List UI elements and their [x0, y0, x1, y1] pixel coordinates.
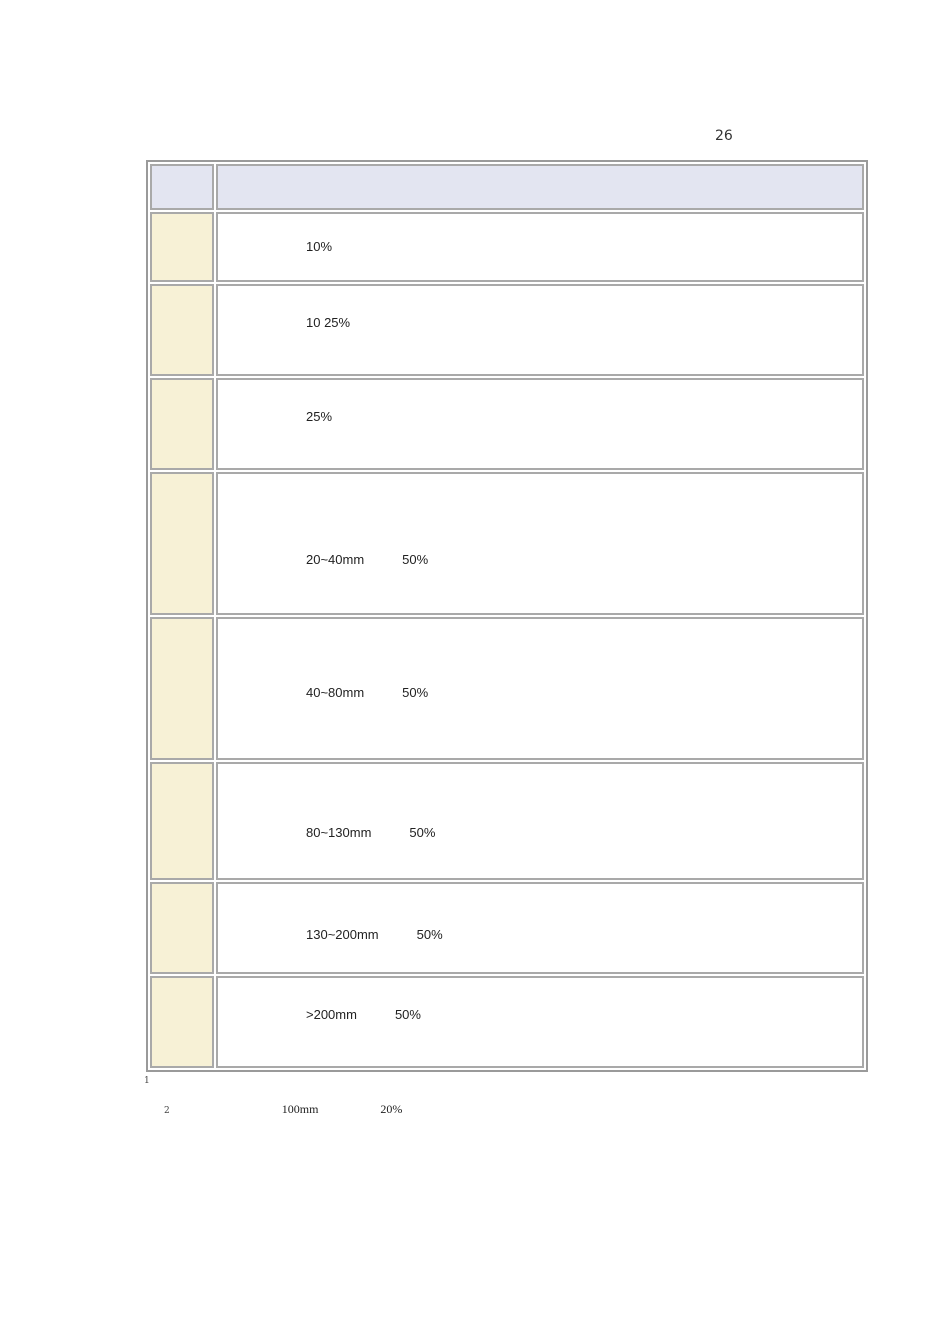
line-spacer	[226, 914, 854, 928]
note-1	[130, 1076, 152, 1086]
classification-table	[146, 160, 868, 1072]
measure-value: 80~130mm	[306, 824, 372, 840]
measure-value: 50%	[409, 824, 436, 840]
line-spacer	[226, 700, 854, 714]
header-description	[216, 164, 864, 210]
measure-value: 50%	[394, 1007, 421, 1022]
line-spacer	[226, 521, 854, 530]
table-number	[705, 128, 733, 144]
measure-value: 130~200mm	[306, 927, 379, 942]
description-line	[226, 928, 854, 942]
measure-value: 20~40mm	[306, 551, 365, 567]
line-spacer	[226, 812, 854, 826]
table-row	[150, 882, 864, 974]
note-2-num-1: 100mm	[281, 1102, 319, 1116]
line-spacer	[226, 530, 854, 539]
row-code	[150, 976, 214, 1068]
line-spacer	[226, 424, 854, 438]
description-line	[226, 410, 854, 424]
line-spacer	[226, 330, 854, 344]
row-code	[150, 472, 214, 615]
row-code	[150, 378, 214, 470]
row-description	[216, 378, 864, 470]
measure-value: 50%	[416, 927, 443, 942]
description-line	[226, 826, 854, 840]
table-row	[150, 378, 864, 470]
note-2-text-a: 2	[164, 1106, 172, 1116]
measure-value: 10 25%	[306, 315, 351, 330]
measure-value: 50%	[402, 685, 429, 700]
table-number-value: 26	[715, 128, 733, 144]
measure-value: 40~80mm	[306, 685, 365, 700]
row-description	[216, 472, 864, 615]
line-spacer	[226, 539, 854, 553]
description-line	[226, 316, 854, 330]
row-code	[150, 284, 214, 376]
row-code	[150, 212, 214, 282]
table-row	[150, 212, 864, 282]
row-description	[216, 284, 864, 376]
row-description	[216, 212, 864, 282]
description-line	[226, 1008, 854, 1022]
header-code	[150, 164, 214, 210]
table-header-row	[150, 164, 864, 210]
description-line	[226, 240, 854, 254]
line-spacer	[226, 663, 854, 672]
row-code	[150, 882, 214, 974]
note-1-text: 1	[144, 1076, 152, 1086]
measure-value: >200mm	[306, 1007, 357, 1022]
line-spacer	[226, 803, 854, 812]
row-description	[216, 976, 864, 1068]
line-spacer	[226, 672, 854, 686]
table-row	[150, 472, 864, 615]
table-row	[150, 284, 864, 376]
row-description	[216, 882, 864, 974]
table-body	[150, 212, 864, 1068]
table-row	[150, 976, 864, 1068]
description-line	[226, 686, 854, 700]
description-line	[226, 553, 854, 567]
row-code	[150, 762, 214, 880]
measure-value: 25%	[306, 409, 333, 424]
table-row	[150, 762, 864, 880]
measure-value: 10%	[306, 239, 333, 254]
line-spacer	[226, 1022, 854, 1036]
row-description	[216, 617, 864, 760]
table-row	[150, 617, 864, 760]
note-2-num-2: 20%	[380, 1102, 403, 1116]
row-description	[216, 762, 864, 880]
measure-value: 50%	[402, 551, 429, 567]
row-code	[150, 617, 214, 760]
note-2	[164, 1102, 402, 1117]
